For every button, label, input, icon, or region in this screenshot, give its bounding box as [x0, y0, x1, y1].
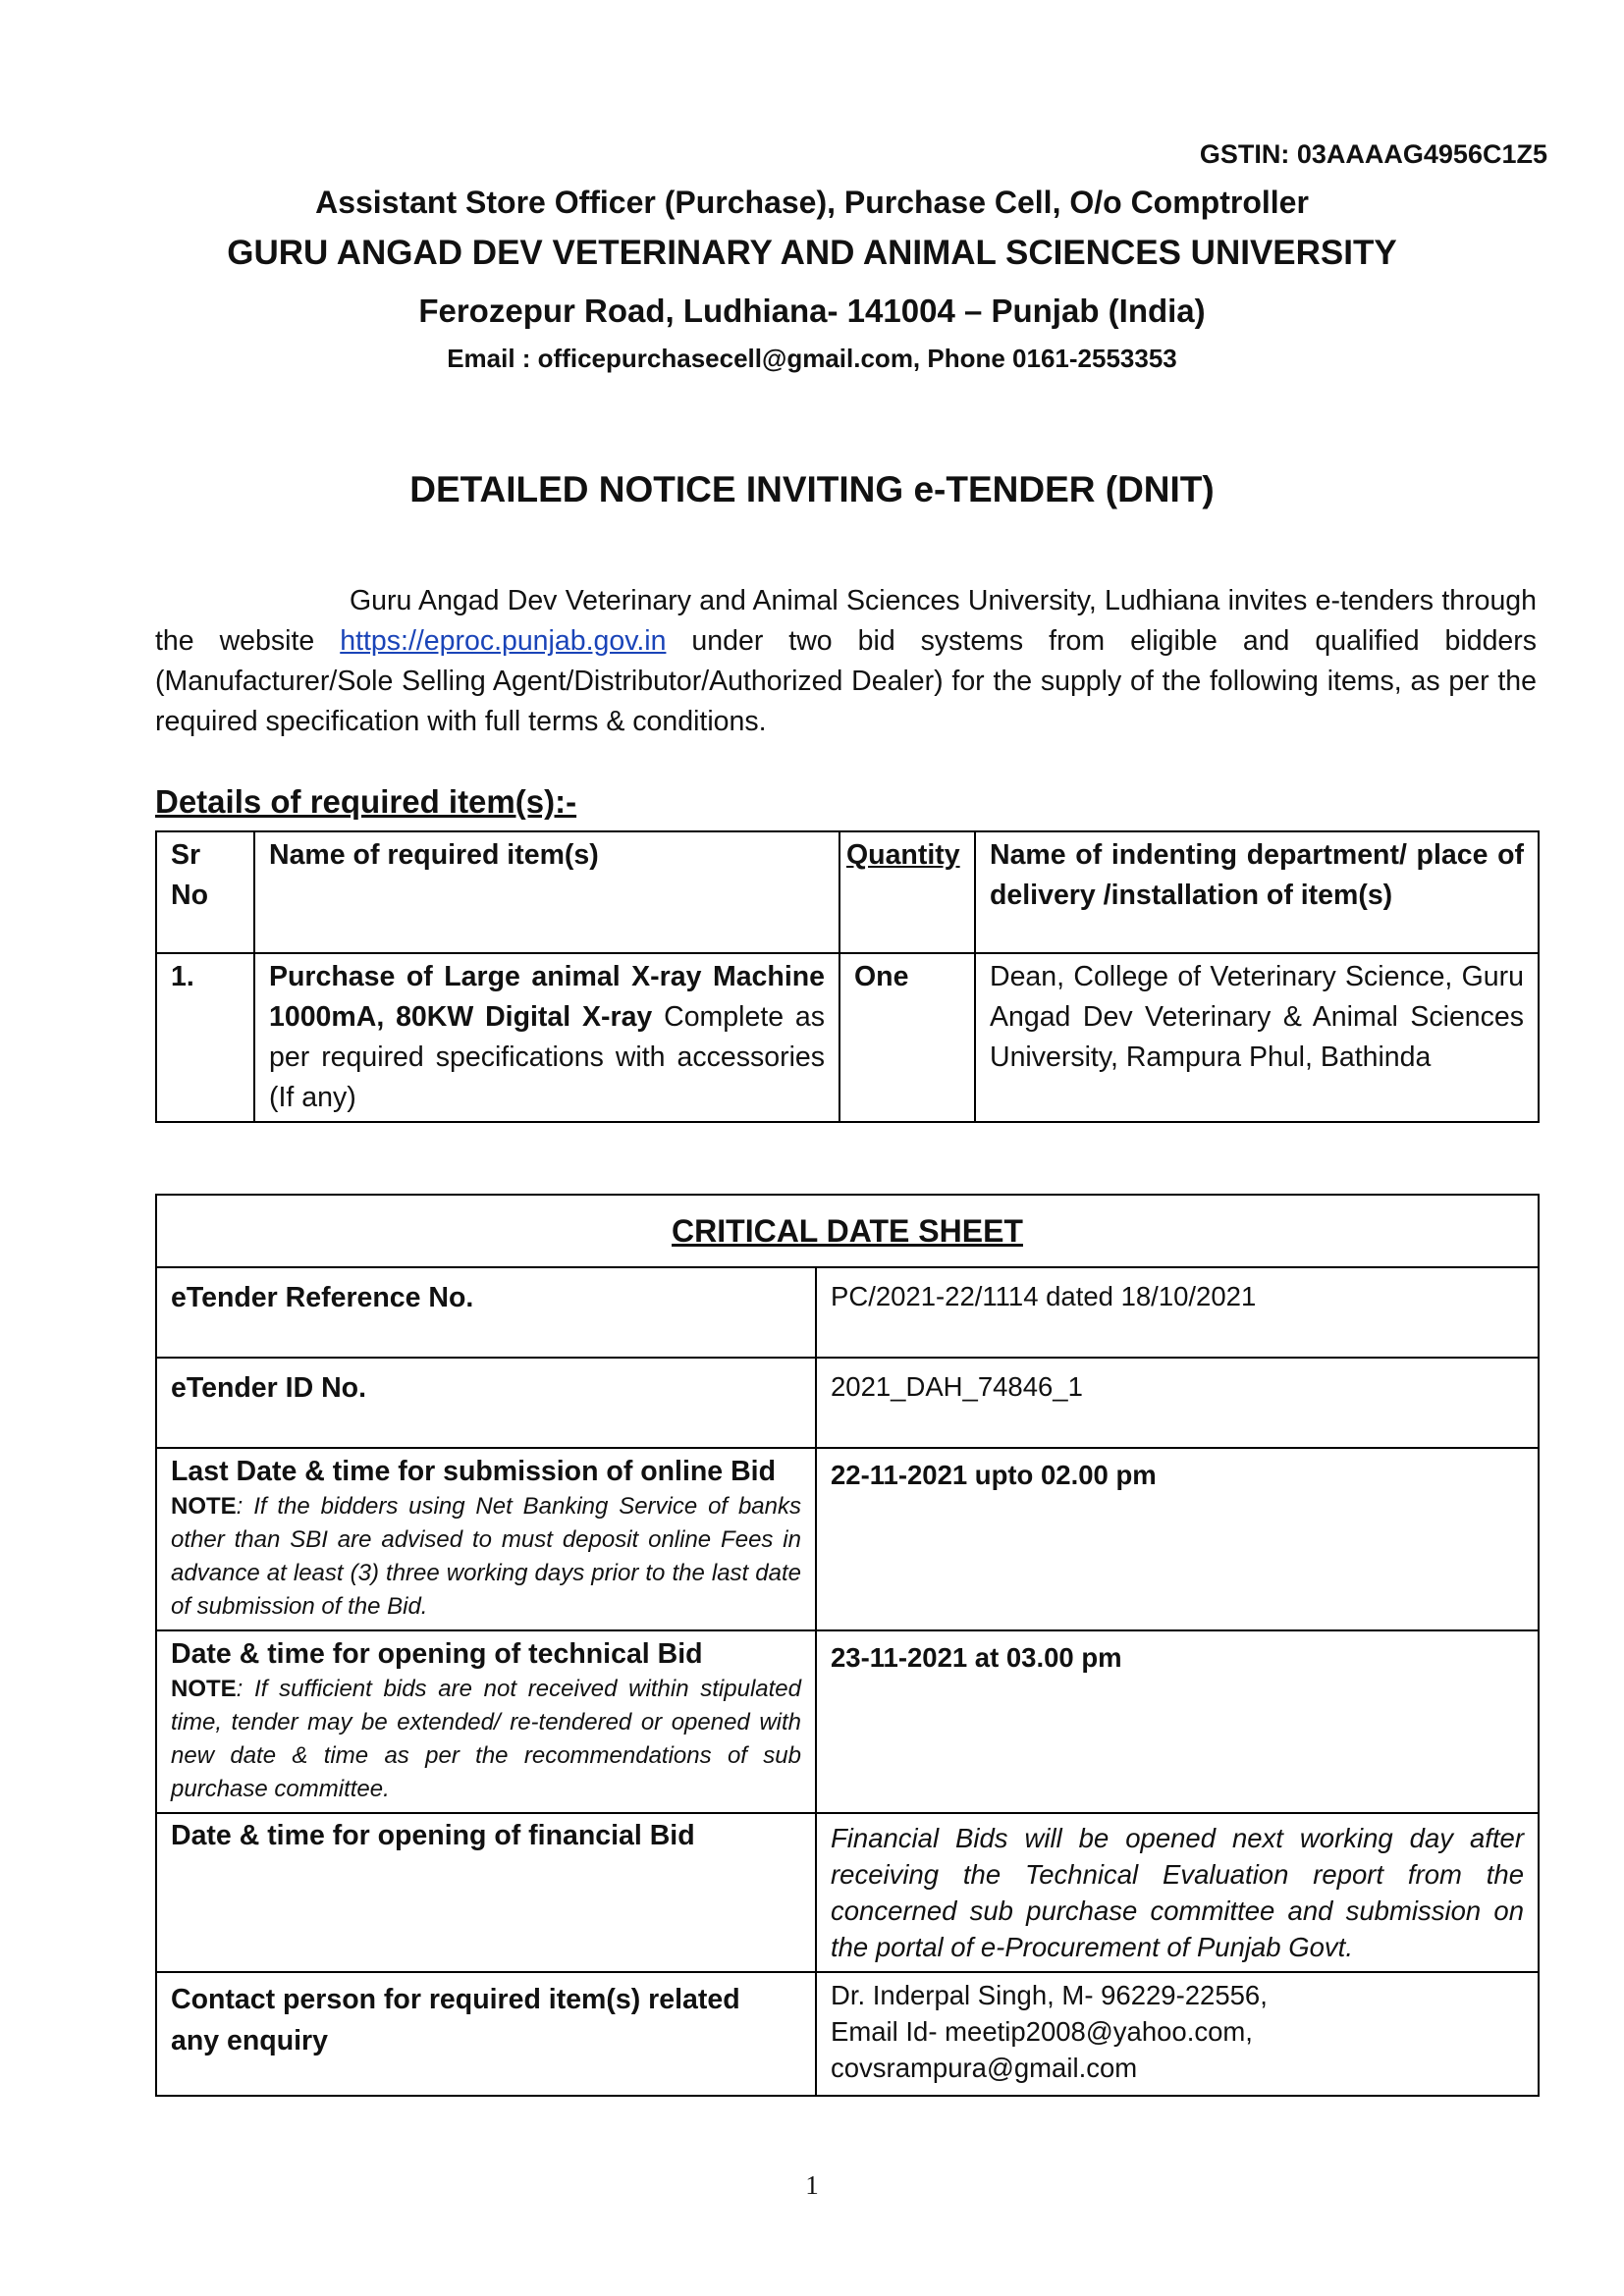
- table-row: [156, 1813, 1539, 1972]
- technical-note: [171, 1673, 801, 1806]
- cds-title: CRITICAL DATE SHEET: [156, 1195, 1539, 1267]
- ref-label: eTender Reference No.: [156, 1267, 816, 1358]
- office-name: Assistant Store Officer (Purchase), Purchase Cell, O/o Comptroller: [315, 185, 1309, 220]
- page-title: DETAILED NOTICE INVITING e-TENDER (DNIT): [409, 469, 1215, 509]
- technical-cell: [156, 1630, 816, 1813]
- sr-no-header: Sr No: [156, 831, 254, 953]
- contact-line: Email : officepurchasecell@gmail.com, Phone 0161-2553353: [447, 344, 1177, 373]
- details-heading: Details of required item(s):-: [155, 783, 577, 820]
- item-name-cell: [254, 953, 839, 1122]
- submission-note-text: : If the bidders using Net Banking Service of banks other than SBI are advised to must deposit online Fees in advance at least (3) three working days prior to the last date of submission of the Bid.: [171, 1493, 801, 1620]
- dept-header: Name of indenting department/ place of delivery /installation of item(s): [975, 831, 1539, 953]
- item-name-header: Name of required item(s): [254, 831, 839, 953]
- item-name-rest: Complete as per required specifications with accessories (If any): [269, 1001, 826, 1113]
- sr-no-cell: 1.: [156, 953, 254, 1122]
- submission-note: [171, 1490, 801, 1624]
- items-table: [155, 830, 1540, 1123]
- ref-value: PC/2021-22/1114 dated 18/10/2021: [816, 1267, 1539, 1358]
- intro-paragraph: [155, 581, 1537, 742]
- intro-text-end: under two bid systems from eligible and qualified bidders (Manufacturer/Sole Selling Agent/Distributor/Authorized Dealer) for the supply of the following items, as per the required specification with full terms & conditions.: [155, 625, 1538, 737]
- table-row: [156, 1267, 1539, 1358]
- page-number: 1: [805, 2170, 819, 2200]
- id-label: eTender ID No.: [156, 1358, 816, 1448]
- contact-line-1: Dr. Inderpal Singh, M- 96229-22556,: [831, 1980, 1268, 2010]
- quantity-cell: One: [839, 953, 975, 1122]
- table-row: [156, 1448, 1539, 1630]
- technical-note-text: : If sufficient bids are not received within stipulated time, tender may be extended/ re-tendered or opened with new date & time as per the recommendations of sub purchase committee.: [171, 1676, 801, 1802]
- item-name-bold: Purchase of Large animal X-ray Machine 1000mA, 80KW Digital X-ray: [269, 961, 825, 1033]
- table-row: [156, 1972, 1539, 2096]
- cds-title-row: [156, 1195, 1539, 1267]
- contact-value: [816, 1972, 1539, 2096]
- submission-cell: [156, 1448, 816, 1630]
- items-header-row: [156, 831, 1539, 953]
- submission-value: 22-11-2021 upto 02.00 pm: [816, 1448, 1539, 1630]
- submission-label: Last Date & time for submission of online Bid: [171, 1456, 776, 1487]
- financial-value: Financial Bids will be opened next working day after receiving the Technical Evaluation report from the concerned sub purchase committee and submission on the portal of e-Procurement of Punjab Govt.: [816, 1813, 1539, 1972]
- table-row: [156, 1630, 1539, 1813]
- financial-label: Date & time for opening of financial Bid: [156, 1813, 816, 1972]
- gstin: GSTIN: 03AAAAG4956C1Z5: [1199, 139, 1547, 169]
- technical-note-prefix: NOTE: [171, 1676, 237, 1702]
- critical-date-sheet: [155, 1194, 1540, 2097]
- university-address: Ferozepur Road, Ludhiana- 141004 – Punjab (India): [418, 293, 1206, 329]
- eproc-link[interactable]: https://eproc.punjab.gov.in: [340, 625, 667, 657]
- table-row: [156, 1358, 1539, 1448]
- contact-line-3: covsrampura@gmail.com: [831, 2053, 1138, 2083]
- contact-line-2: Email Id- meetip2008@yahoo.com,: [831, 2016, 1253, 2047]
- quantity-header: Quantity: [846, 839, 960, 871]
- dept-cell: Dean, College of Veterinary Science, Guru Angad Dev Veterinary & Animal Sciences University, Rampura Phul, Bathinda: [975, 953, 1539, 1122]
- id-value: 2021_DAH_74846_1: [816, 1358, 1539, 1448]
- contact-label: Contact person for required item(s) related any enquiry: [156, 1972, 816, 2096]
- technical-label: Date & time for opening of technical Bid: [171, 1638, 703, 1670]
- technical-value: 23-11-2021 at 03.00 pm: [816, 1630, 1539, 1813]
- quantity-header-cell: [839, 831, 975, 953]
- table-row: [156, 953, 1539, 1122]
- submission-note-prefix: NOTE: [171, 1493, 237, 1520]
- intro-text-start: Guru Angad Dev Veterinary and Animal Sciences University, Ludhiana invites e-tenders through the website: [155, 585, 1537, 657]
- university-name: GURU ANGAD DEV VETERINARY AND ANIMAL SCIENCES UNIVERSITY: [227, 234, 1397, 272]
